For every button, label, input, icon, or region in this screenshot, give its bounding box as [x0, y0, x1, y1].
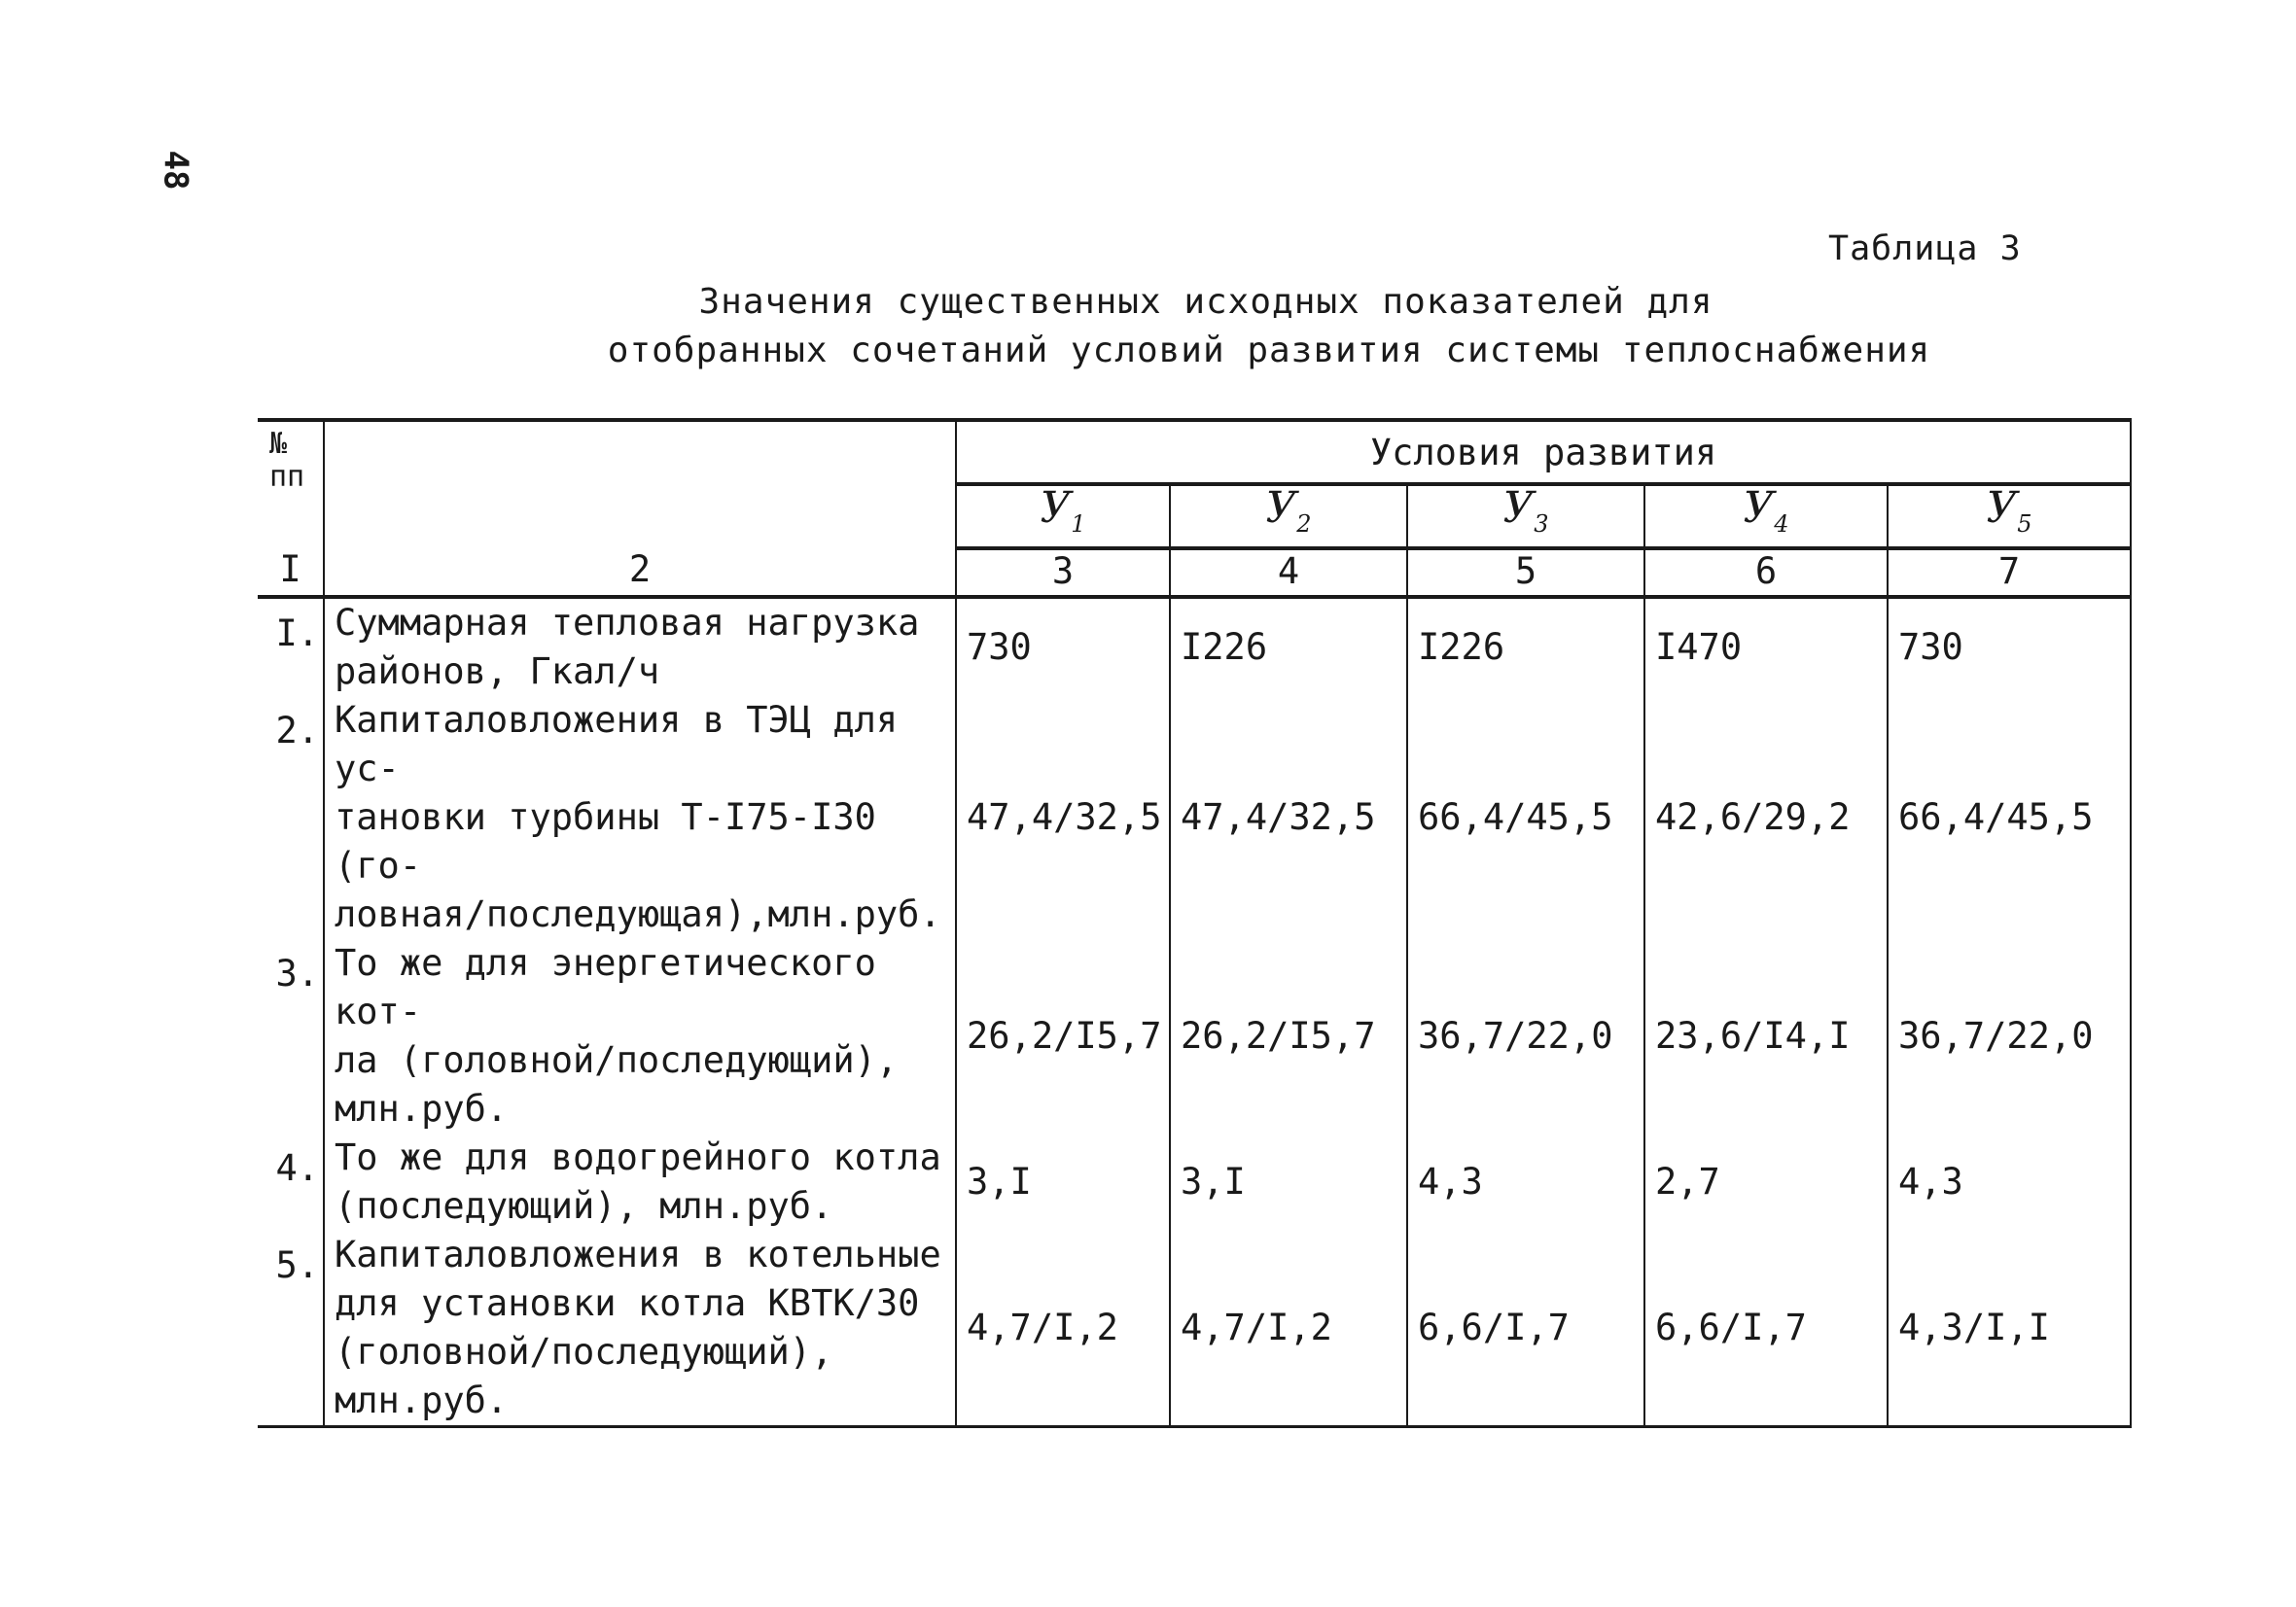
row-value: I470: [1644, 597, 1888, 696]
row-value: 36,7/22,0: [1407, 939, 1644, 1134]
row-value: 66,4/45,5: [1888, 696, 2131, 939]
table-row: [258, 939, 2131, 1134]
row-value: 6,6/I,7: [1644, 1231, 1888, 1427]
row-value: 47,4/32,5: [1170, 696, 1407, 939]
row-value: 42,6/29,2: [1644, 696, 1888, 939]
row-value: 3,I: [956, 1134, 1170, 1231]
header-variant-2: $У_2$: [1170, 484, 1407, 548]
column-number: 2: [324, 548, 956, 597]
row-description: То же для энергетического кот- ла (головной/последующий), млн.руб.: [324, 939, 956, 1134]
table-caption-line-2: отобранных сочетаний условий развития системы теплоснабжения: [607, 331, 1931, 370]
header-description: [324, 420, 956, 548]
header-conditions-group: Условия развития: [956, 420, 2131, 484]
table-row: [258, 696, 2131, 939]
row-description: То же для водогрейного котла (последующий), млн.руб.: [324, 1134, 956, 1231]
row-value: 66,4/45,5: [1407, 696, 1644, 939]
row-description: Суммарная тепловая нагрузка районов, Гкал/ч: [324, 597, 956, 696]
row-value: 4,7/I,2: [1170, 1231, 1407, 1427]
row-value: I226: [1407, 597, 1644, 696]
row-value: 26,2/I5,7: [956, 939, 1170, 1134]
row-value: 4,3: [1407, 1134, 1644, 1231]
column-number: I: [258, 548, 324, 597]
header-variant-1: $У_1$: [956, 484, 1170, 548]
row-number: 5.: [258, 1231, 324, 1427]
row-number: 2.: [258, 696, 324, 939]
column-number: 6: [1644, 548, 1888, 597]
row-number: I.: [258, 597, 324, 696]
header-row-group: [258, 420, 2131, 484]
row-number: 4.: [258, 1134, 324, 1231]
row-value: 4,7/I,2: [956, 1231, 1170, 1427]
row-value: 23,6/I4,I: [1644, 939, 1888, 1134]
row-value: 4,3: [1888, 1134, 2131, 1231]
table-row: [258, 1231, 2131, 1427]
indicators-table: [258, 418, 2132, 1428]
row-description: Капиталовложения в котельные для установки котла КВТК/30 (головной/последующий), млн.руб.: [324, 1231, 956, 1427]
row-value: 730: [956, 597, 1170, 696]
column-number-row: [258, 548, 2131, 597]
row-value: 730: [1888, 597, 2131, 696]
table-label: Таблица 3: [1828, 229, 2022, 268]
row-value: 4,3/I,I: [1888, 1231, 2131, 1427]
page-number: 48: [156, 150, 195, 191]
table-caption-line-1: Значения существенных исходных показателей для: [698, 282, 1713, 322]
row-value: I226: [1170, 597, 1407, 696]
row-value: 26,2/I5,7: [1170, 939, 1407, 1134]
header-variant-4: $У_4$: [1644, 484, 1888, 548]
column-number: 4: [1170, 548, 1407, 597]
row-description: Капиталовложения в ТЭЦ для ус- тановки турбины Т-I75-I30 (го- ловная/последующая),млн.руб.: [324, 696, 956, 939]
header-variant-3: $У_3$: [1407, 484, 1644, 548]
row-number: 3.: [258, 939, 324, 1134]
header-nr: № пп: [258, 420, 324, 548]
row-value: 47,4/32,5: [956, 696, 1170, 939]
row-value: 2,7: [1644, 1134, 1888, 1231]
table-row: [258, 1134, 2131, 1231]
row-value: 3,I: [1170, 1134, 1407, 1231]
column-number: 3: [956, 548, 1170, 597]
row-value: 36,7/22,0: [1888, 939, 2131, 1134]
column-number: 7: [1888, 548, 2131, 597]
column-number: 5: [1407, 548, 1644, 597]
table-row: [258, 597, 2131, 696]
row-value: 6,6/I,7: [1407, 1231, 1644, 1427]
header-variant-5: $У_5$: [1888, 484, 2131, 548]
